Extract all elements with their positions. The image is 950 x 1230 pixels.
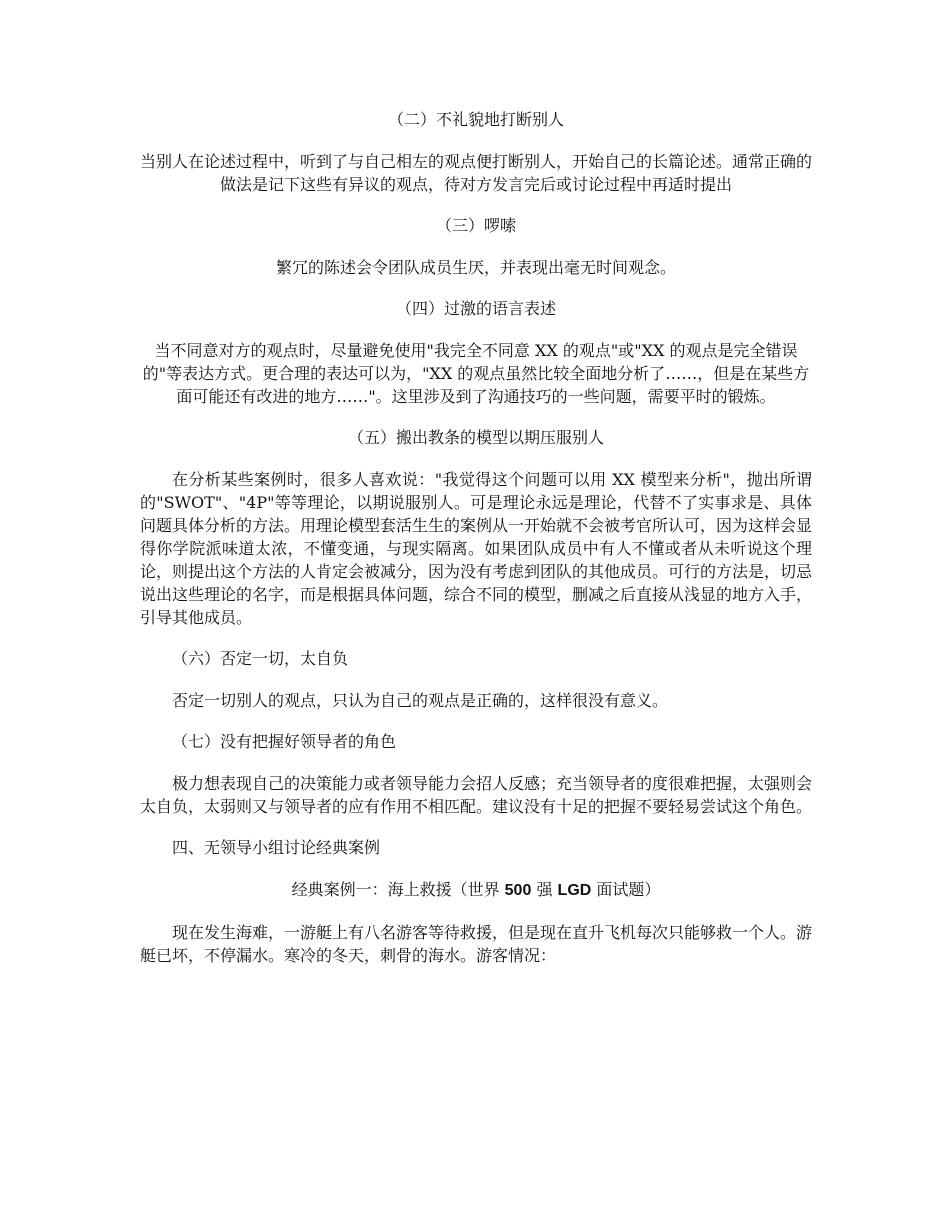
case-one-body: 现在发生海难，一游艇上有八名游客等待救援，但是现在直升飞机每次只能够救一个人。游艇已坏，不停漏水。寒冷的冬天，刺骨的海水。游客情况：	[140, 923, 813, 965]
paragraph-verbose: 繁冗的陈述会令团队成员生厌，并表现出毫无时间观念。	[275, 258, 676, 277]
paragraph-leader-role: 极力想表现自己的决策能力或者领导能力会招人反感；充当领导者的度很难把握，太强则会太自负，太弱则又与领导者的应有作用不相匹配。建议没有十足的把握不要轻易尝试这个角色。	[140, 774, 813, 816]
paragraph-deny-everything: 否定一切别人的观点，只认为自己的观点是正确的，这样很没有意义。	[172, 691, 669, 710]
paragraph-dogmatic-models: 在分析某些案例时，很多人喜欢说："我觉得这个问题可以用 XX 模型来分析"，抛出所谓的"SWOT"、"4P"等等理论，以期说服别人。可是理论永远是理论，代替不了实事求是、具体问题具体分析的方法。用理论模型套活生生的案例从一开始就不会被考官所认可，因为这样会显得你学院派味道太浓，不懂变通，与现实隔离。如果团队成员中有人不懂或者从未听说这个理论，则提出这个方法的人肯定会被减分，因为没有考虑到团队的其他成员。可行的方法是，切忌说出这些理论的名字，而是根据具体问题，综合不同的模型，删减之后直接从浅显的地方入手，引导其他成员。	[140, 470, 813, 627]
case-one-title-part: 面试题）	[591, 880, 661, 899]
paragraph-harsh-language: 当不同意对方的观点时，尽量避免使用"我完全不同意 XX 的观点"或"XX 的观点是完全错误的"等表达方式。更合理的表达可以为，"XX 的观点虽然比较全面地分析了……，但是在某些方面可能还有改进的地方……"。这里涉及到了沟通技巧的一些问题，需要平时的锻炼。	[142, 341, 810, 406]
case-one-title-part: 强	[531, 880, 558, 899]
heading-interrupting: （二）不礼貌地打断别人	[387, 110, 564, 129]
heading-deny-everything: （六）否定一切，太自负	[172, 649, 349, 668]
case-one-title-acronym: LGD	[557, 882, 592, 899]
section-heading-classic-cases: 四、无领导小组讨论经典案例	[172, 838, 381, 857]
document-page	[140, 108, 812, 985]
heading-dogmatic-models: （五）搬出教条的模型以期压服别人	[347, 428, 604, 447]
case-one-title-part: 经典案例一：海上救援（世界	[291, 880, 505, 899]
heading-verbose: （三）啰嗦	[435, 216, 516, 235]
case-one-title-number: 500	[504, 882, 532, 899]
heading-leader-role: （七）没有把握好领导者的角色	[172, 732, 397, 751]
heading-harsh-language: （四）过激的语言表述	[395, 299, 556, 318]
case-one-title	[140, 878, 812, 902]
paragraph-interrupting: 当别人在论述过程中，听到了与自己相左的观点便打断别人，开始自己的长篇论述。通常正确的做法是记下这些有异议的观点，待对方发言完后或讨论过程中再适时提出	[140, 152, 813, 194]
